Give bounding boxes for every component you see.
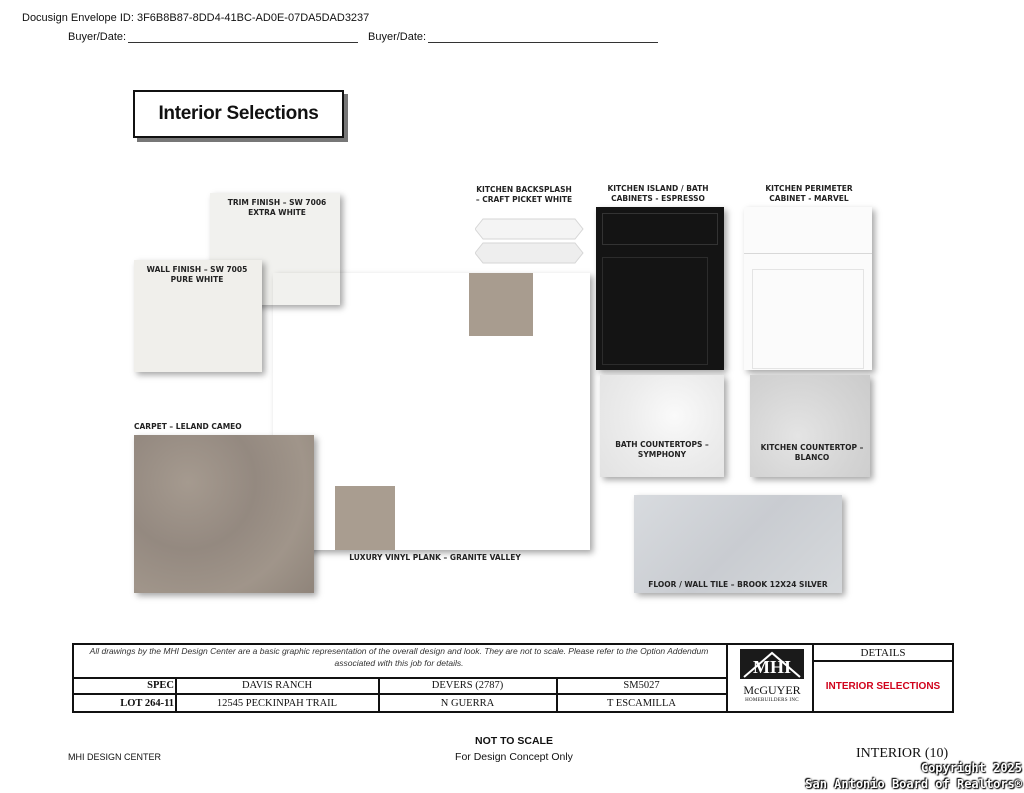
vinyl-plank-swatch <box>273 273 590 550</box>
person-1: N GUERRA <box>440 697 495 709</box>
vinyl-plank-seam-2 <box>335 486 395 550</box>
cabinet-rail <box>602 213 718 245</box>
design-disclaimer: All drawings by the MHI Design Center are a basic graphic representation of the overall design and look. They are not to scale. Please refer to the Option Addendum associated with this job for details. <box>89 646 709 668</box>
carpet-swatch <box>134 435 314 593</box>
buyer-date-field-2 <box>368 30 658 43</box>
person-2: T ESCAMILLA <box>607 697 676 709</box>
logo-name: McGUYER <box>743 683 801 697</box>
bath-countertop-swatch <box>600 375 724 477</box>
envelope-id: Docusign Envelope ID: 3F6B8B87-8DD4-41BC-AD0E-07DA5DAD3237 <box>22 12 370 24</box>
page-label: INTERIOR (10) <box>856 746 949 761</box>
logo-mhi: MHI <box>753 657 791 677</box>
backsplash-label: KITCHEN BACKSPLASH – CRAFT PICKET WHITE <box>475 185 573 204</box>
logo-subtitle: HOMEBUILDERS INC <box>745 698 799 703</box>
white-cabinet-swatch <box>744 207 872 370</box>
buyer-date-field-1 <box>68 30 358 43</box>
plan-name: DEVERS (2787) <box>431 680 504 691</box>
buyer-date-label-1: Buyer/Date: <box>68 31 127 43</box>
bath-countertops-label: BATH COUNTERTOPS – SYMPHONY <box>615 440 709 459</box>
community-name: DAVIS RANCH <box>241 680 313 691</box>
design-concept-note: For Design Concept Only <box>455 751 573 763</box>
cabinet-door-panel-white <box>752 269 864 369</box>
street-address: 12545 PECKINPAH TRAIL <box>216 697 338 709</box>
buyer-date-line-2 <box>428 30 658 43</box>
buyer-date-label-2: Buyer/Date: <box>368 31 427 43</box>
lot-number: LOT 264-11 <box>120 697 174 709</box>
details-value: INTERIOR SELECTIONS <box>825 681 941 692</box>
island-cabinets-label: KITCHEN ISLAND / BATH CABINETS - ESPRESSO <box>607 184 709 203</box>
vinyl-plank-label: LUXURY VINYL PLANK – GRANITE VALLEY <box>349 553 521 562</box>
carpet-label: CARPET – LELAND CAMEO <box>134 422 242 431</box>
buyer-date-line-1 <box>128 30 358 43</box>
perimeter-cabinet-label: KITCHEN PERIMETER CABINET - MARVEL <box>765 184 853 203</box>
kitchen-countertop-label: KITCHEN COUNTERTOP – BLANCO <box>760 443 864 462</box>
not-to-scale: NOT TO SCALE <box>475 735 553 747</box>
mcguyer-logo <box>738 647 806 709</box>
design-center-label: MHI DESIGN CENTER <box>68 752 162 762</box>
backsplash-swatch <box>475 217 585 267</box>
copyright-line-2: San Antonio Board of Realtors® <box>805 777 1022 791</box>
floor-wall-tile-swatch <box>634 495 842 593</box>
espresso-cabinet-swatch <box>596 207 724 370</box>
details-label: DETAILS <box>860 646 906 659</box>
page-title: Interior Selections <box>133 90 344 138</box>
floor-wall-tile-label: FLOOR / WALL TILE – BROOK 12X24 SILVER <box>648 580 828 589</box>
spec-code: SM5027 <box>623 680 660 691</box>
vinyl-plank-seam-1 <box>469 273 533 336</box>
spec-label: SPEC <box>147 680 174 691</box>
cabinet-door-panel <box>602 257 708 365</box>
trim-finish-label: TRIM FINISH – SW 7006 EXTRA WHITE <box>227 198 327 217</box>
table-col-divider-4 <box>726 643 728 713</box>
wall-finish-label: WALL FINISH – SW 7005 PURE WHITE <box>146 265 248 284</box>
copyright-line-1: Copyright 2025 <box>920 761 1022 775</box>
cabinet-rail-line <box>744 253 872 254</box>
